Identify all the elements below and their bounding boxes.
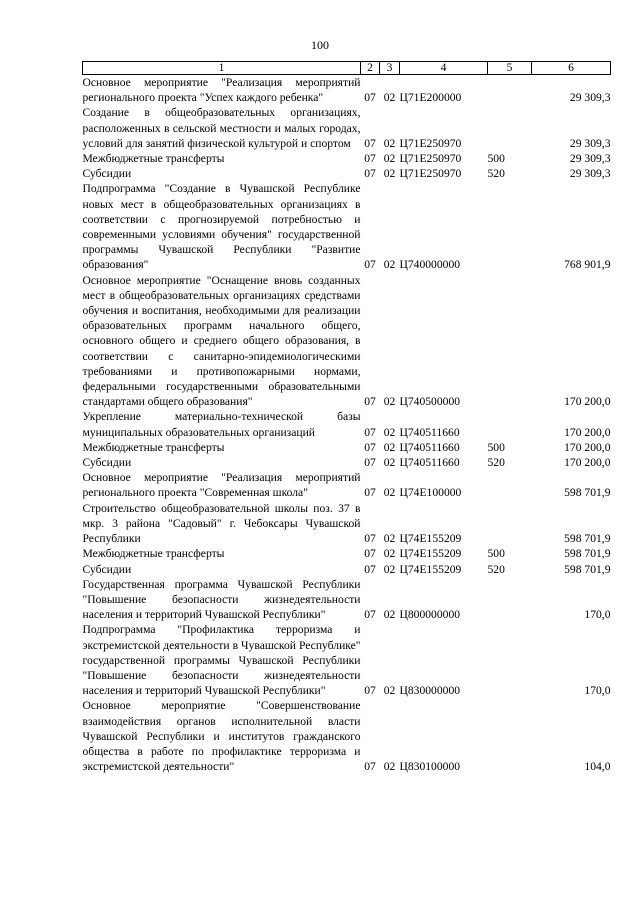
row-name: Государственная программа Чувашской Республики "Повышение безопасности жизнедеятельности населения и территорий Чувашской Республики" — [82, 577, 361, 622]
row-expense-type: 500 — [487, 547, 505, 561]
table-header-row — [83, 62, 611, 75]
row-target-code: Ц74Е155209 — [399, 562, 462, 576]
row-name: Основное мероприятие "Совершенствование взаимодействия органов исполнительной власти Чувашской Республики и институтов гражданского общества в работе по профилактике терроризма и экстремистской деятельности" — [82, 699, 361, 774]
row-amount: 170 200,0 — [564, 395, 611, 409]
row-target-code: Ц740511660 — [399, 425, 460, 439]
row-target-code: Ц74Е155209 — [399, 532, 462, 546]
table-row — [83, 440, 611, 455]
row-name: Укрепление материально-технической базы муниципальных образовательных организаций — [82, 410, 361, 439]
row-subsection: 02 — [383, 532, 396, 546]
row-name: Межбюджетные трансферты — [82, 152, 225, 166]
row-subsection: 02 — [383, 684, 396, 698]
row-expense-type — [488, 622, 532, 698]
row-amount: 29 309,3 — [569, 167, 611, 181]
row-expense-type — [488, 577, 532, 623]
row-expense-type: 500 — [487, 152, 505, 166]
row-name: Субсидии — [82, 562, 132, 576]
budget-table — [82, 61, 611, 774]
row-expense-type — [488, 75, 532, 106]
row-name: Межбюджетные трансферты — [82, 547, 225, 561]
table-row — [83, 562, 611, 577]
row-target-code: Ц71Е250970 — [399, 152, 462, 166]
row-target-code: Ц71Е250970 — [399, 136, 462, 150]
row-amount: 29 309,3 — [569, 91, 611, 105]
row-section: 07 — [364, 425, 376, 439]
table-row — [83, 622, 611, 698]
table-row — [83, 577, 611, 623]
row-expense-type — [488, 501, 532, 547]
row-section: 07 — [364, 562, 376, 576]
row-expense-type — [488, 273, 532, 410]
row-target-code: Ц71Е250970 — [399, 167, 462, 181]
header-col-2: 2 — [361, 62, 380, 75]
table-row — [83, 546, 611, 561]
row-expense-type — [488, 470, 532, 500]
row-amount: 29 309,3 — [569, 136, 611, 150]
row-target-code: Ц830000000 — [399, 684, 461, 698]
table-row — [83, 166, 611, 181]
row-section: 07 — [364, 486, 376, 500]
row-section: 07 — [364, 91, 376, 105]
row-section: 07 — [364, 456, 376, 470]
header-col-4: 4 — [400, 62, 488, 75]
table-row — [83, 501, 611, 547]
row-section: 07 — [364, 395, 376, 409]
row-section: 07 — [364, 547, 376, 561]
row-name: Основное мероприятие "Реализация мероприятий регионального проекта "Успех каждого ребенка" — [82, 76, 361, 105]
row-section: 07 — [364, 760, 376, 774]
row-amount: 170 200,0 — [564, 425, 611, 439]
row-subsection: 02 — [383, 425, 396, 439]
row-amount: 104,0 — [584, 760, 611, 774]
row-amount: 598 701,9 — [564, 547, 611, 561]
row-target-code: Ц71Е200000 — [399, 91, 462, 105]
table-row — [83, 455, 611, 470]
row-subsection: 02 — [383, 608, 396, 622]
page-number: 100 — [311, 38, 329, 52]
row-target-code: Ц740000000 — [399, 258, 461, 272]
table-row — [83, 698, 611, 774]
row-target-code: Ц740511660 — [399, 440, 460, 454]
row-target-code: Ц740500000 — [399, 395, 461, 409]
table-row — [83, 470, 611, 500]
row-section: 07 — [364, 258, 376, 272]
row-section: 07 — [364, 167, 376, 181]
row-section: 07 — [364, 532, 376, 546]
row-amount: 170,0 — [584, 684, 611, 698]
row-subsection: 02 — [383, 456, 396, 470]
table-row — [83, 181, 611, 272]
row-name: Строительство общеобразовательной школы поз. 37 в мкр. 3 района "Садовый" г. Чебоксары Чувашской Республики — [82, 501, 361, 546]
row-name: Основное мероприятие "Реализация мероприятий регионального проекта "Современная школа" — [82, 471, 361, 500]
table-row — [83, 75, 611, 106]
row-target-code: Ц830100000 — [399, 760, 461, 774]
table-row — [83, 105, 611, 151]
row-subsection: 02 — [383, 760, 396, 774]
row-amount: 598 701,9 — [564, 532, 611, 546]
row-name: Субсидии — [82, 167, 132, 181]
row-section: 07 — [364, 684, 376, 698]
row-section: 07 — [364, 440, 376, 454]
row-expense-type — [488, 698, 532, 774]
row-target-code: Ц74Е155209 — [399, 547, 462, 561]
row-subsection: 02 — [383, 562, 396, 576]
row-subsection: 02 — [383, 440, 396, 454]
row-expense-type: 520 — [487, 456, 505, 470]
row-expense-type: 520 — [487, 562, 505, 576]
row-name: Основное мероприятие "Оснащение вновь созданных мест в общеобразовательных организациях средствами обучения и воспитания, необходимыми для реализации образовательных программ начального общего, основного общего и среднего общего образования, в соответствии с санитарно-эпидемиологическими требованиями и противопожарными нормами, федеральными государственными образовательными стандартами общего образования" — [82, 273, 361, 409]
header-col-5: 5 — [488, 62, 532, 75]
row-amount: 170,0 — [584, 608, 611, 622]
row-subsection: 02 — [383, 167, 396, 181]
row-amount: 598 701,9 — [564, 562, 611, 576]
row-name: Подпрограмма "Создание в Чувашской Республике новых мест в общеобразовательных организациях в соответствии с прогнозируемой потребностью и современными условиями обучения" государственной программы Чувашской Республики "Развитие образования" — [82, 182, 361, 272]
row-section: 07 — [364, 136, 376, 150]
row-name: Подпрограмма "Профилактика терроризма и экстремистской деятельности в Чувашской Республике" государственной программы Чувашской Республики "Повышение безопасности жизнедеятельности населения и территорий Чувашской Республики" — [82, 623, 361, 698]
row-subsection: 02 — [383, 258, 396, 272]
header-col-1: 1 — [83, 62, 361, 75]
table-row — [83, 409, 611, 439]
header-col-3: 3 — [380, 62, 400, 75]
row-expense-type — [488, 409, 532, 439]
row-subsection: 02 — [383, 136, 396, 150]
row-amount: 170 200,0 — [564, 456, 611, 470]
row-subsection: 02 — [383, 395, 396, 409]
row-expense-type — [488, 105, 532, 151]
row-name: Субсидии — [82, 456, 132, 470]
row-subsection: 02 — [383, 486, 396, 500]
row-expense-type: 520 — [487, 167, 505, 181]
table-row — [83, 273, 611, 410]
row-target-code: Ц800000000 — [399, 608, 461, 622]
row-subsection: 02 — [383, 152, 396, 166]
row-name: Межбюджетные трансферты — [82, 440, 225, 454]
row-amount: 170 200,0 — [564, 440, 611, 454]
row-expense-type: 500 — [487, 440, 505, 454]
row-amount: 29 309,3 — [569, 152, 611, 166]
row-subsection: 02 — [383, 547, 396, 561]
table-row — [83, 151, 611, 166]
row-section: 07 — [364, 152, 376, 166]
row-subsection: 02 — [383, 91, 396, 105]
row-amount: 768 901,9 — [564, 258, 611, 272]
row-target-code: Ц740511660 — [399, 456, 460, 470]
row-name: Создание в общеобразовательных организациях, расположенных в сельской местности и малых городах, условий для занятий физической культурой и спортом — [82, 106, 361, 150]
header-col-6: 6 — [532, 62, 611, 75]
row-section: 07 — [364, 608, 376, 622]
row-amount: 598 701,9 — [564, 486, 611, 500]
row-target-code: Ц74Е100000 — [399, 486, 462, 500]
row-expense-type — [488, 181, 532, 272]
